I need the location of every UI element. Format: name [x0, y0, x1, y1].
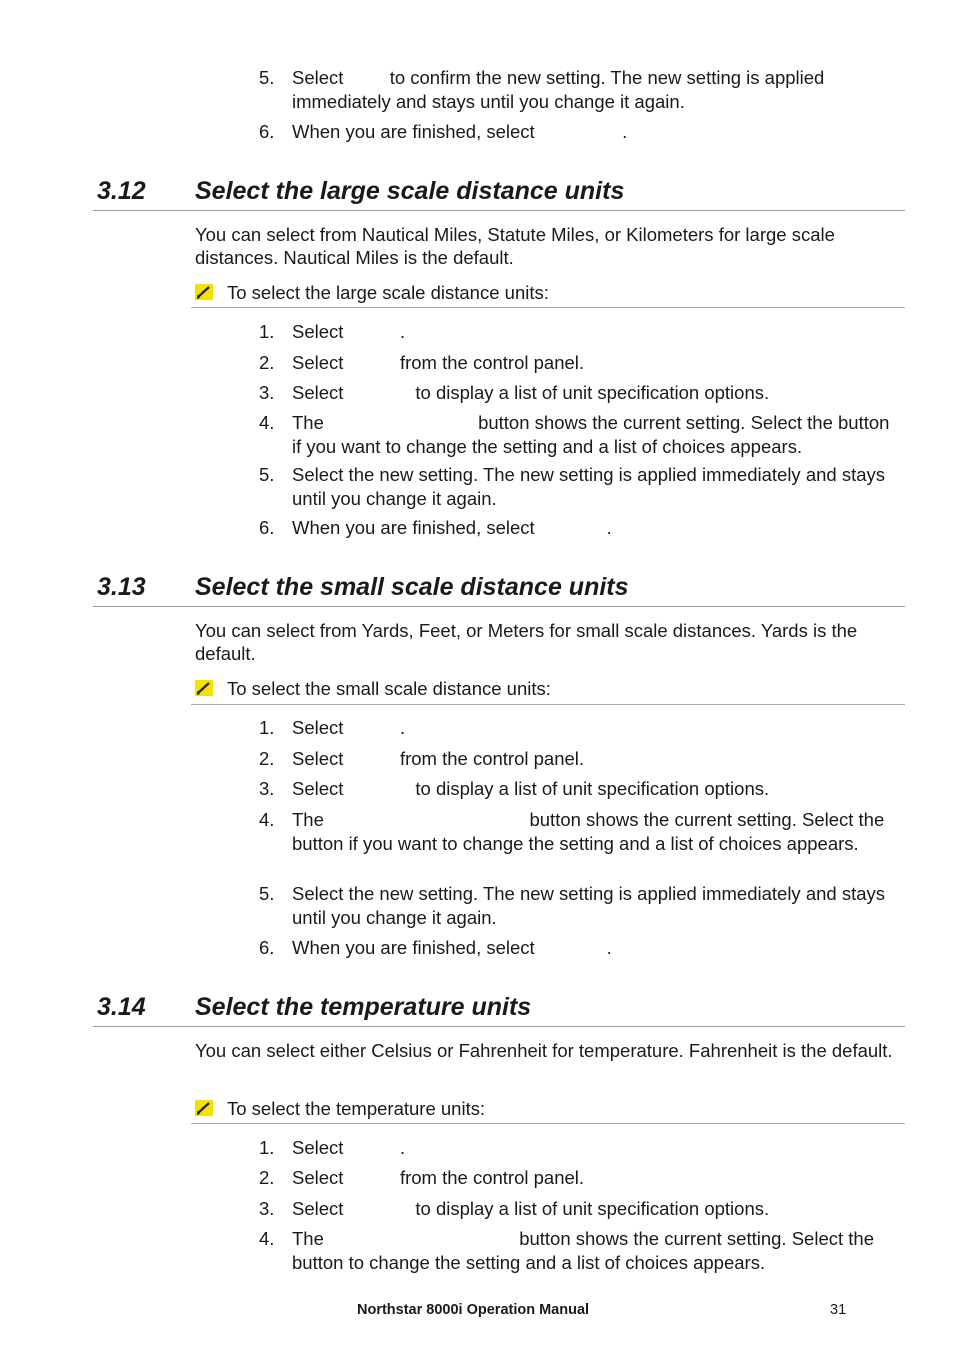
- step-text-gap: [349, 67, 390, 88]
- step-text: When you are finished, select .: [292, 937, 612, 958]
- step-text: Select to display a list of unit specification options.: [292, 778, 770, 799]
- step-text: Select to display a list of unit specification options.: [292, 382, 770, 403]
- procedure-label: To select the large scale distance units:: [227, 282, 549, 303]
- step-number: 6.: [259, 937, 275, 958]
- step-number: 4.: [259, 412, 275, 433]
- section-number: 3.14: [97, 993, 146, 1021]
- step-number: 2.: [259, 748, 275, 769]
- section-title: Select the temperature units: [195, 993, 532, 1021]
- step-text-gap: [540, 121, 622, 142]
- section-title: Select the small scale distance units: [195, 573, 629, 601]
- step-text: Select .: [292, 321, 406, 342]
- step-text: The button shows the current setting. Select the button if you want to change the setting and a list of choices appears.: [292, 412, 895, 457]
- step-text: Select the new setting. The new setting is applied immediately and stays until you change it again.: [292, 883, 886, 928]
- step-text: The button shows the current setting. Select the button to change the setting and a list of choices appears.: [292, 1228, 880, 1273]
- step-text: Select from the control panel.: [292, 748, 585, 769]
- section-body: You can select from Nautical Miles, Statute Miles, or Kilometers for large scale distances. Nautical Miles is the default.: [195, 224, 835, 268]
- step-text: Select to display a list of unit specification options.: [292, 1198, 770, 1219]
- step-number: 6.: [259, 517, 275, 538]
- step-text-after: .: [622, 121, 628, 142]
- step-number: 2.: [259, 1167, 275, 1188]
- step-number: 3.: [259, 382, 275, 403]
- procedure-divider: [191, 1123, 905, 1124]
- step-text: [292, 120, 902, 144]
- pencil-icon: [195, 284, 213, 300]
- step-number: 5.: [259, 464, 275, 485]
- procedure-label: To select the temperature units:: [227, 1098, 486, 1119]
- section-body: You can select either Celsius or Fahrenheit for temperature. Fahrenheit is the default.: [195, 1040, 893, 1061]
- section-title: Select the large scale distance units: [195, 177, 625, 205]
- step-number: 5.: [259, 67, 275, 88]
- section-divider: [93, 606, 905, 607]
- step-number: 2.: [259, 352, 275, 373]
- step-number: 5.: [259, 883, 275, 904]
- pencil-icon: [195, 680, 213, 696]
- step-text: When you are finished, select .: [292, 517, 612, 538]
- step-number: 1.: [259, 1137, 275, 1158]
- step-text-before: When you are finished, select: [292, 121, 540, 142]
- step-number: 4.: [259, 1228, 275, 1249]
- step-text: [292, 66, 902, 114]
- procedure-divider: [191, 307, 905, 308]
- step-number: 6.: [259, 121, 275, 142]
- procedure-label: To select the small scale distance units:: [227, 678, 551, 699]
- step-text: Select from the control panel.: [292, 352, 585, 373]
- section-number: 3.13: [97, 573, 146, 601]
- procedure-divider: [191, 704, 905, 705]
- step-number: 1.: [259, 717, 275, 738]
- step-text-after: to confirm the new setting. The new setting is applied immediately and stays until you change it again.: [292, 67, 825, 112]
- step-number: 4.: [259, 809, 275, 830]
- pencil-icon: [195, 1100, 213, 1116]
- step-text-before: Select: [292, 67, 349, 88]
- step-text: Select the new setting. The new setting is applied immediately and stays until you change it again.: [292, 464, 886, 509]
- section-divider: [93, 210, 905, 211]
- step-text: Select .: [292, 1137, 406, 1158]
- step-text: Select from the control panel.: [292, 1167, 585, 1188]
- page-number: 31: [830, 1302, 847, 1318]
- procedure-heading: [195, 677, 905, 701]
- step-number: 3.: [259, 778, 275, 799]
- procedure-heading: [195, 281, 905, 305]
- section-number: 3.12: [97, 177, 146, 205]
- step-text: The button shows the current setting. Select the button if you want to change the setting and a list of choices appears.: [292, 809, 890, 854]
- section-body: You can select from Yards, Feet, or Meters for small scale distances. Yards is the default.: [195, 620, 858, 664]
- step-text: Select .: [292, 717, 406, 738]
- step-number: 1.: [259, 321, 275, 342]
- step-number: 3.: [259, 1198, 275, 1219]
- procedure-heading: [195, 1097, 905, 1121]
- footer-title: Northstar 8000i Operation Manual: [357, 1302, 590, 1318]
- section-divider: [93, 1026, 905, 1027]
